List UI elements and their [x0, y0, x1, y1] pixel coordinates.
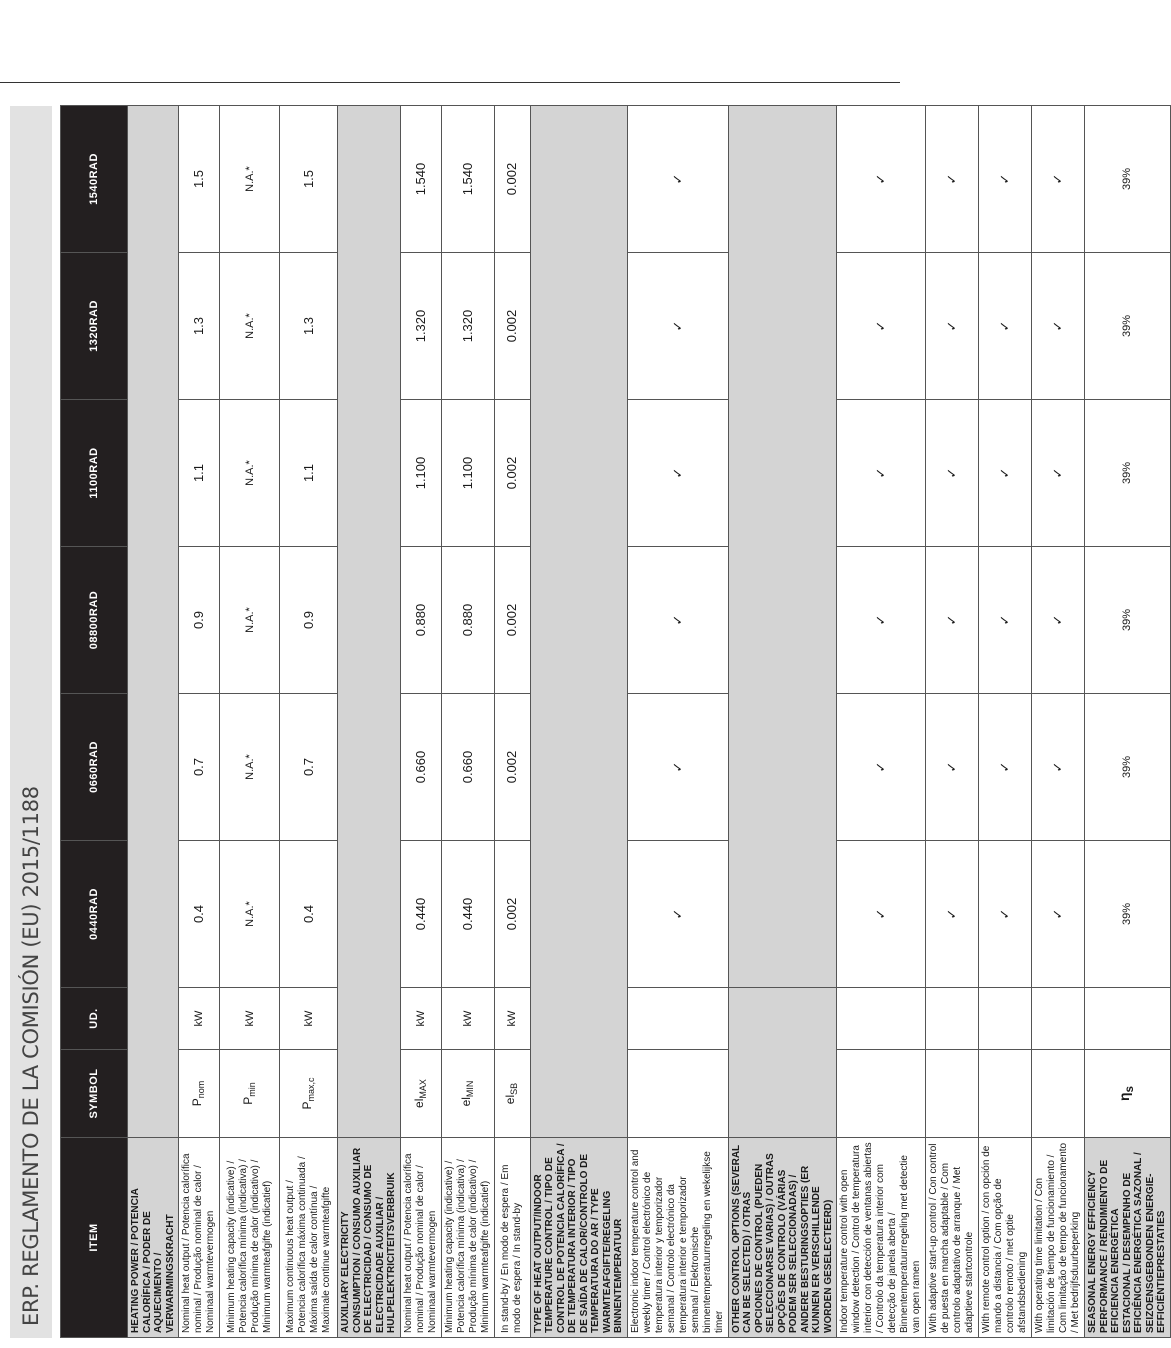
cell-value: 0.440	[400, 841, 441, 988]
col-model: 1540RAD	[61, 106, 128, 253]
cell-value: 39%	[1085, 547, 1171, 694]
col-model: 0660RAD	[61, 694, 128, 841]
unit: kW	[179, 988, 220, 1050]
col-unit: UD.	[61, 988, 128, 1050]
cell-value: 39%	[1085, 841, 1171, 988]
cell-value: N.A.*	[220, 400, 280, 547]
cell-value: 1.5	[280, 106, 338, 253]
symbol: $P_{nom}$	[179, 1050, 220, 1138]
check-icon: ✓	[926, 106, 979, 253]
section-label: AUXILIARY ELECTRICITY CONSUMPTION / CONSUMO AUXILIAR DE ELECTRICIDAD / CONSUMO DE ELECTRICIDADE AUXILIAR / HULPELEKTRICITEITSVERBRUIK	[338, 1138, 401, 1338]
table-row	[979, 106, 1032, 1338]
cell-value: 0.440	[441, 841, 494, 988]
check-icon: ✓	[627, 694, 728, 841]
cell-value: 0.7	[179, 694, 220, 841]
cell-value: 0.660	[441, 694, 494, 841]
check-icon: ✓	[926, 400, 979, 547]
cell-value: N.A.*	[220, 106, 280, 253]
col-item: ITEM	[61, 1138, 128, 1338]
check-icon: ✓	[926, 253, 979, 400]
cell-value: 0.9	[179, 547, 220, 694]
cell-value: 39%	[1085, 400, 1171, 547]
check-icon: ✓	[1032, 400, 1085, 547]
row-label: Maximum continuous heat output / Potencia calorífica máxima continuada / Máxima saída de calor contínua / Maximale continue warmteafgifte	[280, 1138, 338, 1338]
row-label: With operating time limitation / Con limitación de tiempo de funcionamiento / Com limitação de tempo de funcionamento / Met bedrijfsduurbeperking	[1032, 1138, 1085, 1338]
cell-value: 0.4	[280, 841, 338, 988]
cell-value: N.A.*	[220, 547, 280, 694]
table-row	[220, 106, 280, 1338]
col-model: 1320RAD	[61, 253, 128, 400]
section-seasonal	[1085, 106, 1171, 1338]
check-icon: ✓	[837, 106, 926, 253]
table-row	[441, 106, 494, 1338]
check-icon: ✓	[627, 106, 728, 253]
cell-value: 0.7	[280, 694, 338, 841]
cell-value: 39%	[1085, 106, 1171, 253]
cell-value: 1.5	[179, 106, 220, 253]
row-label: Electronic indoor temperature control and weekly timer / Control electrónico de temperatura interior y temporizador semanal / Controlo electrónico da temperatura interior e temporizador semanal / Elektronische binnentemperatuurregeling en wekelijkse timer	[627, 1138, 728, 1338]
cell-value: 0.4	[179, 841, 220, 988]
row-label: With remote control option / con opción de mando a distancia / Com opção de controlo remoto / met optie afstandsbediening	[979, 1138, 1032, 1338]
check-icon: ✓	[979, 694, 1032, 841]
table-row	[1032, 106, 1085, 1338]
cell-value: 0.002	[494, 106, 530, 253]
cell-value: 0.002	[494, 841, 530, 988]
cell-value: N.A.*	[220, 841, 280, 988]
symbol: $P_{min}$	[220, 1050, 280, 1138]
cell-value: N.A.*	[220, 694, 280, 841]
cell-value: 1.540	[400, 106, 441, 253]
check-icon: ✓	[1032, 694, 1085, 841]
check-icon: ✓	[1032, 841, 1085, 988]
cell-value: 1.1	[280, 400, 338, 547]
cell-value: 39%	[1085, 253, 1171, 400]
cell-value: 1.320	[441, 253, 494, 400]
check-icon: ✓	[979, 547, 1032, 694]
row-label: In stand-by / En modo de espera / Em modo de espera / In stand-by	[494, 1138, 530, 1338]
unit: kW	[400, 988, 441, 1050]
row-label: Nominal heat output / Potencia calorífica nominal / Produção nominal de calor / Nominaal warmtevermogen	[179, 1138, 220, 1338]
cell-value: 0.880	[400, 547, 441, 694]
section-aux	[338, 106, 401, 1338]
section-label: SEASONAL ENERGY EFFICIENCY PERFORMANCE / RENDIMIENTO DE EFICIENCIA ENERGÉTICA ESTACIONAL / DESEMPENHO DE EFICIÊNCIA ENERGÉTICA SAZONAL / SEIZOENSGEBONDEN ENERGIE-EFFICIËNTIEPRESTATIES	[1085, 1138, 1171, 1338]
col-model: 0440RAD	[61, 841, 128, 988]
cell-value: 0.002	[494, 253, 530, 400]
cell-value: 0.880	[441, 547, 494, 694]
row-label: Nominal heat output / Potencia calorífica nominal / Produção nominal de calor / Nominaal warmtevermogen	[400, 1138, 441, 1338]
check-icon: ✓	[837, 400, 926, 547]
check-icon: ✓	[837, 841, 926, 988]
table-row	[280, 106, 338, 1338]
symbol: $el_{MAX}$	[400, 1050, 441, 1138]
table-row	[400, 106, 441, 1338]
row-label: Minimum heating capacity (indicative) / Potencia calorífica mínima (indicativa) / Produção mínima de calor (indicativo) / Minimum warmteafgifte (indicatief)	[220, 1138, 280, 1338]
cell-value: 1.100	[400, 400, 441, 547]
top-rule	[0, 82, 900, 83]
check-icon: ✓	[627, 841, 728, 988]
symbol: $P_{max,c}$	[280, 1050, 338, 1138]
cell-value: 0.002	[494, 547, 530, 694]
cell-value: 0.660	[400, 694, 441, 841]
unit: kW	[494, 988, 530, 1050]
unit: kW	[280, 988, 338, 1050]
check-icon: ✓	[1032, 253, 1085, 400]
check-icon: ✓	[979, 253, 1032, 400]
cell-value: 1.3	[280, 253, 338, 400]
cell-value: N.A.*	[220, 253, 280, 400]
table-row	[837, 106, 926, 1338]
check-icon: ✓	[627, 253, 728, 400]
unit: kW	[220, 988, 280, 1050]
check-icon: ✓	[837, 547, 926, 694]
symbol: $el_{MIN}$	[441, 1050, 494, 1138]
col-model: 08800RAD	[61, 547, 128, 694]
check-icon: ✓	[1032, 106, 1085, 253]
row-label: Minimum heating capacity (indicative) / Potencia calorífica mínima (indicativa) / Produção mínima de calor (indicativo) / Minimum warmteafgifte (indicatief)	[441, 1138, 494, 1338]
table-row	[627, 106, 728, 1338]
col-symbol: SYMBOL	[61, 1050, 128, 1138]
erp-table	[60, 105, 1171, 1338]
cell-value: 0.002	[494, 694, 530, 841]
check-icon: ✓	[979, 400, 1032, 547]
section-label: OTHER CONTROL OPTIONS (SEVERAL CAN BE SELECTED) / OTRAS OPCIONES DE CONTROL (PUEDEN SELECCIONARSE VARIAS) / OUTRAS OPÇÕES DE CONTROLO (VÁRIAS PODEM SER SELECCIONADAS) / ANDERE BESTURINGSOPTIES (ER KUNNEN ER VERSCHILLENDE WORDEN GESELECTEERD)	[728, 1138, 837, 1338]
page-title: ERP. REGLAMENTO DE LA COMISIÓN (EU) 2015/1188	[10, 106, 52, 1338]
check-icon: ✓	[627, 400, 728, 547]
row-label: Indoor temperature control with open window detection / Control de temperatura interior con detección de ventanas abiertas / Controlo da temperatura interior com detecção de janela aberta / Binnentemperatuurregeling met detectie van open ramen	[837, 1138, 926, 1338]
check-icon: ✓	[926, 694, 979, 841]
cell-value: 1.1	[179, 400, 220, 547]
eta-symbol: $\eta_s$	[1085, 1050, 1171, 1138]
cell-value: 0.002	[494, 400, 530, 547]
table-row	[926, 106, 979, 1338]
section-other	[728, 106, 837, 1338]
section-label: TYPE OF HEAT OUTPUT/INDOOR TEMPERATURE CONTROL / TIPO DE CONTROL DE POTENCIA CALORÍFICA / DE TEMPERATURA INTERIOR / TIPO DE SAÍDA DE CALOR/CONTROLO DE TEMPERATURA DO AR / TYPE WARMTEAFGIFTE/REGELING BINNENTEMPERATUUR	[530, 1138, 627, 1338]
unit: kW	[441, 988, 494, 1050]
check-icon: ✓	[979, 841, 1032, 988]
rotated-page	[10, 106, 1167, 1338]
check-icon: ✓	[837, 694, 926, 841]
cell-value: 1.100	[441, 400, 494, 547]
check-icon: ✓	[979, 106, 1032, 253]
check-icon: ✓	[1032, 547, 1085, 694]
section-heat-type	[530, 106, 627, 1338]
section-heating	[128, 106, 179, 1338]
symbol: $el_{SB}$	[494, 1050, 530, 1138]
check-icon: ✓	[926, 841, 979, 988]
table-row	[179, 106, 220, 1338]
check-icon: ✓	[926, 547, 979, 694]
table-row	[494, 106, 530, 1338]
cell-value: 1.540	[441, 106, 494, 253]
row-label: With adaptive start-up control / Con control de puesta en marcha adaptable / Com controlo adaptativo de arranque / Met adaptieve startcontrole	[926, 1138, 979, 1338]
check-icon: ✓	[837, 253, 926, 400]
check-icon: ✓	[627, 547, 728, 694]
cell-value: 1.3	[179, 253, 220, 400]
cell-value: 39%	[1085, 694, 1171, 841]
section-label: HEATING POWER / POTENCIA CALORÍFICA / PODER DE AQUECIMENTO / VERWARMINGSKRACHT	[128, 1138, 179, 1338]
header-row	[61, 106, 128, 1338]
cell-value: 1.320	[400, 253, 441, 400]
cell-value: 0.9	[280, 547, 338, 694]
col-model: 1100RAD	[61, 400, 128, 547]
